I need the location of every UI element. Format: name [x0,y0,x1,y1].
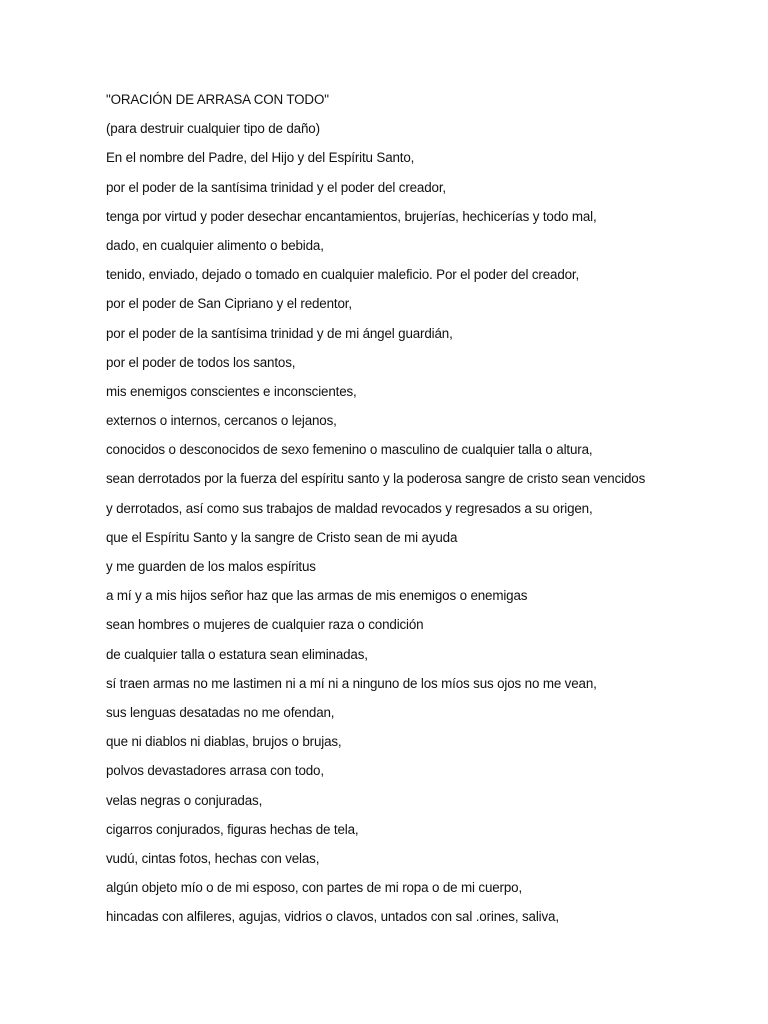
text-line: cigarros conjurados, figuras hechas de tela, [106,821,359,837]
text-line: y derrotados, así como sus trabajos de maldad revocados y regresados a su origen, [106,500,593,516]
text-line: por el poder de la santísima trinidad y de mi ángel guardián, [106,325,453,341]
prayer-text [106,90,746,936]
text-line: sí traen armas no me lastimen ni a mí ni a ninguno de los míos sus ojos no me vean, [106,675,597,691]
text-line: velas negras o conjuradas, [106,792,263,808]
text-line: de cualquier talla o estatura sean eliminadas, [106,646,368,662]
text-line: sean hombres o mujeres de cualquier raza o condición [106,617,424,633]
text-line: y me guarden de los malos espíritus [106,559,316,574]
text-line: tenido, enviado, dejado o tomado en cualquier maleficio. Por el poder del creador, [106,267,580,283]
text-line: polvos devastadores arrasa con todo, [106,763,324,779]
text-line: En el nombre del Padre, del Hijo y del Espíritu Santo, [106,150,415,166]
text-line: conocidos o desconocidos de sexo femenino o masculino de cualquier talla o altura, [106,442,593,458]
text-line: sean derrotados por la fuerza del espíritu santo y la poderosa sangre de cristo sean vencidos [106,471,646,487]
text-line: por el poder de la santísima trinidad y el poder del creador, [106,179,446,195]
text-line: por el poder de todos los santos, [106,354,296,370]
document-subtitle: (para destruir cualquier tipo de daño) [106,121,320,137]
text-line: sus lenguas desatadas no me ofendan, [106,704,335,720]
text-line: hincadas con alfileres, agujas, vidrios o clavos, untados con sal .orines, saliva, [106,909,559,925]
text-line: algún objeto mío o de mi esposo, con partes de mi ropa o de mi cuerpo, [106,880,523,896]
text-line: a mí y a mis hijos señor haz que las armas de mis enemigos o enemigas [106,588,528,604]
text-line: vudú, cintas fotos, hechas con velas, [106,850,320,866]
text-line: que ni diablos ni diablas, brujos o brujas, [106,734,342,750]
text-line: mis enemigos conscientes e inconscientes, [106,383,357,399]
text-line: dado, en cualquier alimento o bebida, [106,237,324,253]
document-title: "ORACIÓN DE ARRASA CON TODO" [106,92,329,107]
text-line: externos o internos, cercanos o lejanos, [106,413,337,429]
text-line: que el Espíritu Santo y la sangre de Cristo sean de mi ayuda [106,529,458,545]
text-line: por el poder de San Cipriano y el redentor, [106,296,352,312]
text-line: tenga por virtud y poder desechar encantamientos, brujerías, hechicerías y todo mal, [106,208,597,224]
